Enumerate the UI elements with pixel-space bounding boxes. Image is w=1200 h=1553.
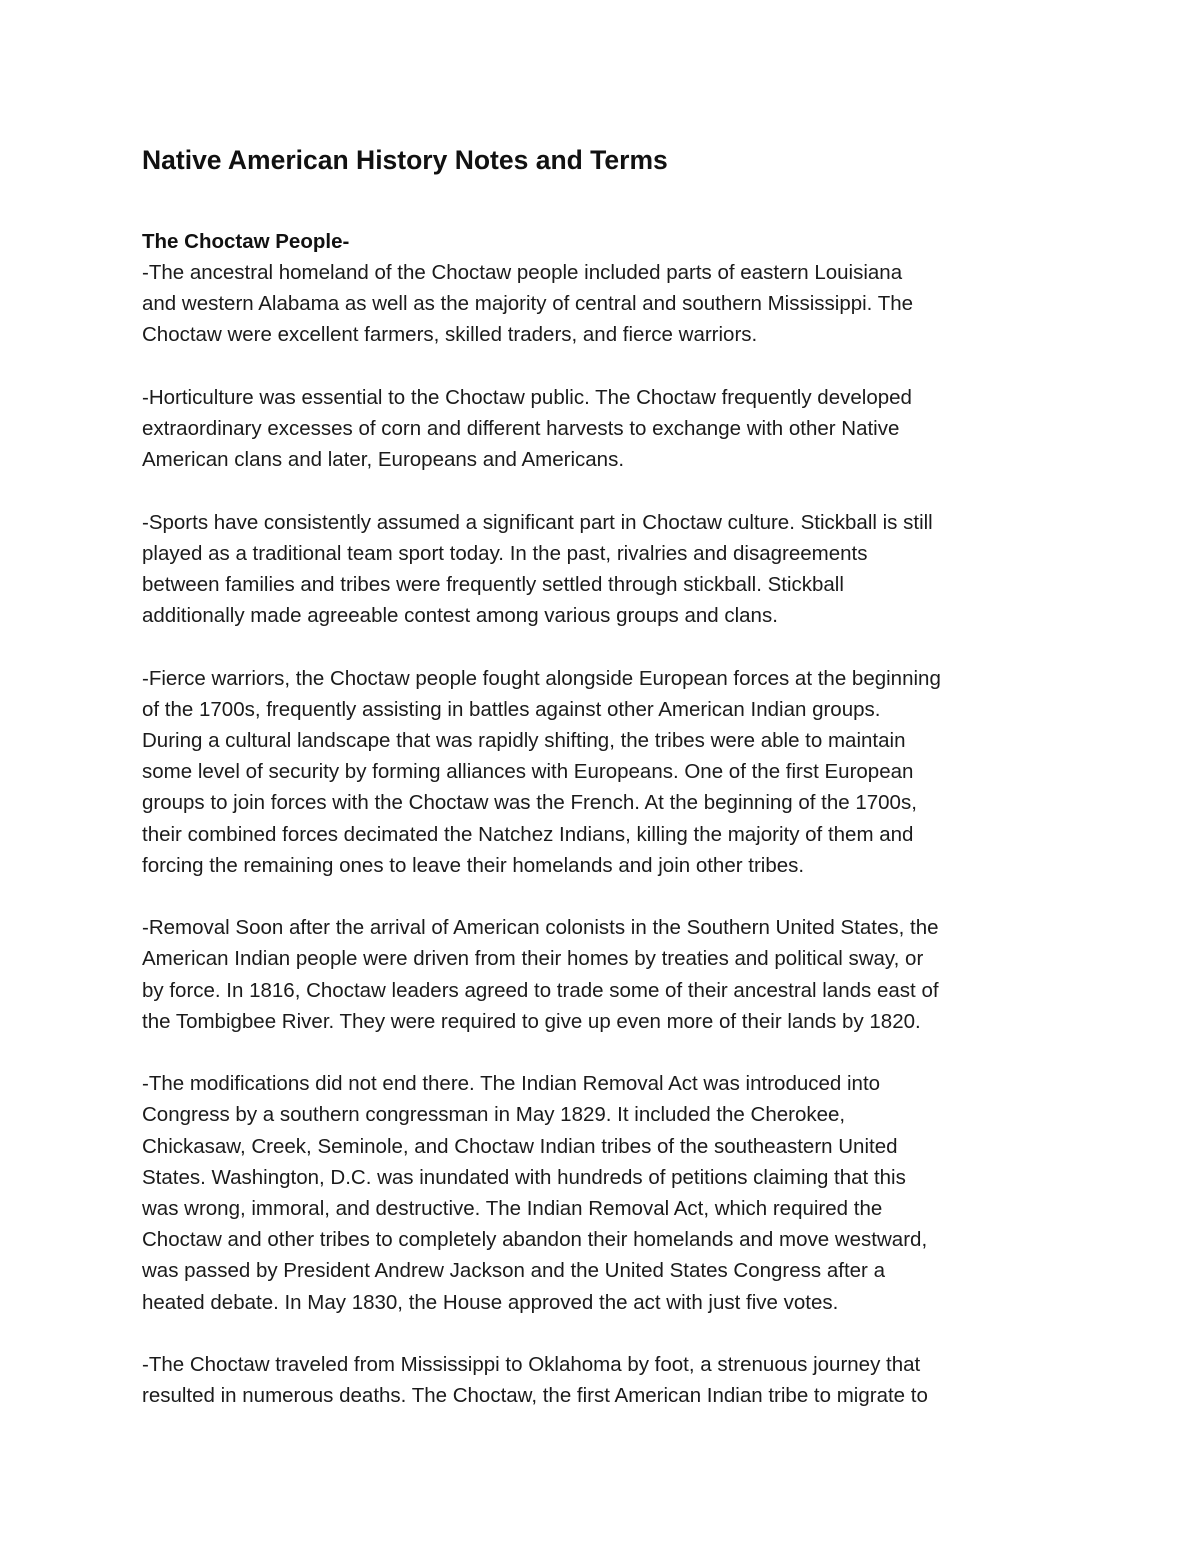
- body-text: [142, 257, 1070, 1411]
- paragraph-journey: -The Choctaw traveled from Mississippi to Oklahoma by foot, a strenuous journey that resulted in numerous deaths. The Choctaw, the first American Indian tribe to migrate to: [142, 1353, 928, 1408]
- document-title: Native American History Notes and Terms: [142, 145, 668, 175]
- paragraph-warriors: -Fierce warriors, the Choctaw people fought alongside European forces at the beginning of the 1700s, frequently assisting in battles against other American Indian groups. During a cultural landscape that was rapidly shifting, the tribes were able to maintain some level of security by forming alliances with Europeans. One of the first European groups to join forces with the Choctaw was the French. At the beginning of the 1700s, their combined forces decimated the Natchez Indians, killing the majority of them and forcing the remaining ones to leave their homelands and join other tribes.: [142, 666, 941, 877]
- paragraph-removal: -Removal Soon after the arrival of American colonists in the Southern United States, the American Indian people were driven from their homes by treaties and political sway, or by force. In 1816, Choctaw leaders agreed to trade some of their ancestral lands east of the Tombigbee River. They were required to give up even more of their lands by 1820.: [142, 916, 939, 1033]
- paragraph-horticulture: -Horticulture was essential to the Choctaw public. The Choctaw frequently developed extraordinary excesses of corn and different harvests to exchange with other Native American clans and later, Europeans and Americans.: [142, 385, 912, 472]
- paragraph-sports: -Sports have consistently assumed a significant part in Choctaw culture. Stickball is still played as a traditional team sport today. In the past, rivalries and disagreements between families and tribes were frequently settled through stickball. Stickball additionally made agreeable contest among various groups and clans.: [142, 510, 933, 628]
- paragraph-removal-act: -The modifications did not end there. The Indian Removal Act was introduced into Congress by a southern congressman in May 1829. It included the Cherokee, Chickasaw, Creek, Seminole, and Choctaw Indian tribes of the southeastern United States. Washington, D.C. was inundated with hundreds of petitions claiming that this was wrong, immoral, and destructive. The Indian Removal Act, which required the Choctaw and other tribes to completely abandon their homelands and move westward, was passed by President Andrew Jackson and the United States Congress after a heated debate. In May 1830, the House approved the act with just five votes.: [142, 1072, 928, 1314]
- section-heading: The Choctaw People-: [142, 230, 350, 253]
- paragraph-homeland: -The ancestral homeland of the Choctaw people included parts of eastern Louisiana and western Alabama as well as the majority of central and southern Mississippi. The Choctaw were excellent farmers, skilled traders, and fierce warriors.: [142, 261, 914, 347]
